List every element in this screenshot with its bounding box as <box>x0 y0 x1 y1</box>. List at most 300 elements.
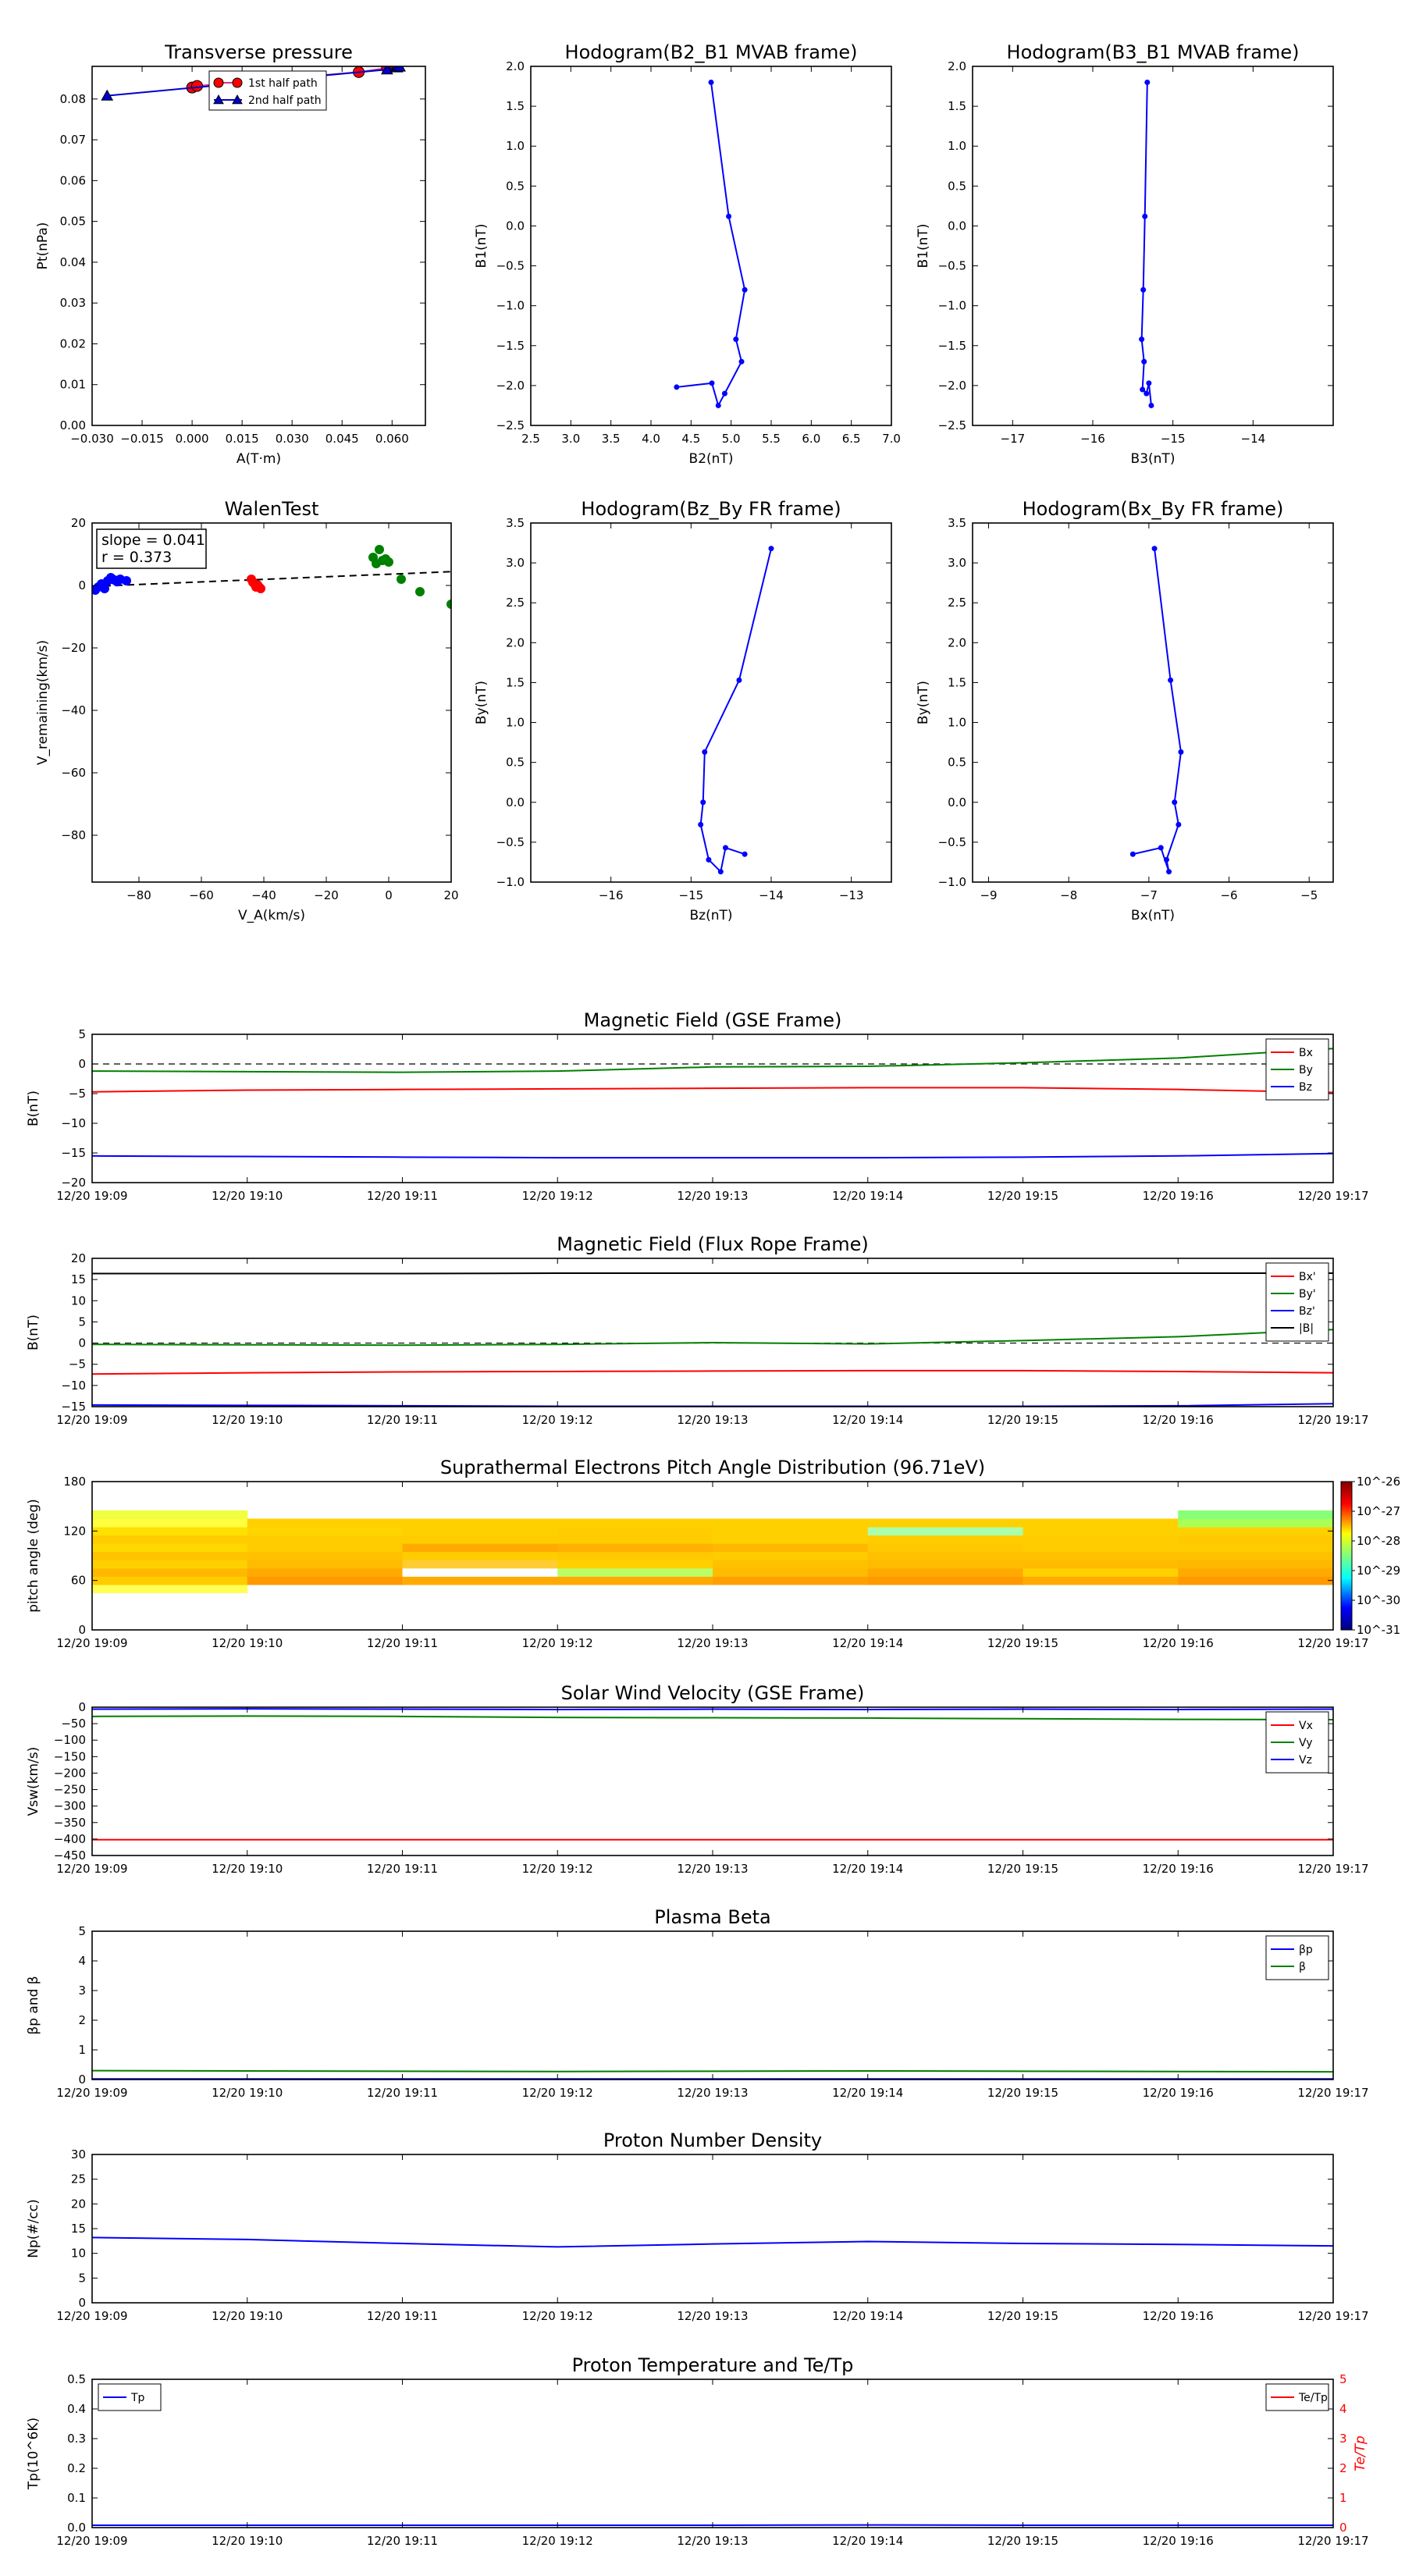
x-tick-label: 12/20 19:10 <box>212 1189 283 1203</box>
y-tick-label: −0.5 <box>496 834 525 849</box>
x-axis-label: Bx(nT) <box>1130 908 1176 923</box>
colorbar-tick-label: 10^-28 <box>1357 1534 1401 1548</box>
heatmap-cell <box>1023 1543 1179 1552</box>
chart-title: Proton Temperature and Te/Tp <box>571 2354 854 2376</box>
x-tick-label: 12/20 19:09 <box>56 2534 128 2548</box>
y-tick-label: 0.05 <box>59 214 86 229</box>
y-tick-label: 0 <box>78 1623 86 1637</box>
series-line-0 <box>92 2237 1333 2247</box>
y-tick-label: −150 <box>53 1749 86 1764</box>
y-tick-label: 180 <box>63 1475 86 1489</box>
x-tick-label: 5.5 <box>762 432 781 446</box>
chart-title: Hodogram(Bz_By FR frame) <box>581 498 841 520</box>
plot-area <box>1130 546 1184 874</box>
legend-label: Vy <box>1299 1737 1313 1749</box>
heatmap-cell <box>713 1535 868 1544</box>
heatmap-cell <box>713 1543 868 1552</box>
y-tick-label: −5 <box>68 1357 86 1372</box>
chart-walen <box>35 498 459 923</box>
data-point <box>1140 387 1145 393</box>
plot-area <box>1139 80 1154 408</box>
heatmap-cell <box>92 1527 247 1535</box>
y-tick-label: −400 <box>53 1831 86 1846</box>
heatmap-cell <box>1178 1576 1333 1585</box>
y-tick-label: 3.5 <box>506 516 525 530</box>
data-point <box>1172 799 1177 805</box>
x-tick-label: −14 <box>759 888 784 902</box>
data-point <box>1152 546 1158 551</box>
chart-title: Solar Wind Velocity (GSE Frame) <box>560 1682 865 1704</box>
series-line-0 <box>1142 82 1151 405</box>
legend-marker <box>214 78 223 87</box>
y-tick-label: 2.5 <box>506 596 525 610</box>
y-tick-label: 1.0 <box>506 139 525 154</box>
chart-hodo_bxby <box>916 498 1333 923</box>
heatmap-cell <box>403 1527 558 1535</box>
legend-label: Bz <box>1299 1081 1312 1094</box>
series-line-1 <box>92 1048 1333 1072</box>
x-tick-label: −14 <box>1240 432 1266 446</box>
y-tick-label: 30 <box>70 2147 86 2161</box>
y-tick-label: −2.0 <box>496 378 525 393</box>
y-axis-label: B(nT) <box>26 1314 41 1351</box>
x-tick-label: −17 <box>1000 432 1026 446</box>
x-tick-label: −20 <box>314 888 339 902</box>
x-tick-label: 3.5 <box>601 432 621 446</box>
x-tick-label: 12/20 19:11 <box>366 2309 439 2323</box>
x-tick-label: −13 <box>838 888 864 902</box>
heatmap-cell <box>92 1519 247 1528</box>
legend <box>1266 1039 1329 1100</box>
legend-label: βp <box>1299 1944 1313 1956</box>
axes-frame <box>531 523 891 882</box>
y-tick-label: −0.5 <box>937 834 966 849</box>
data-point <box>375 545 384 554</box>
y-tick-label: 20 <box>70 1251 86 1265</box>
y-tick-label: 2.0 <box>506 635 525 650</box>
x-tick-label: 12/20 19:13 <box>677 2309 749 2323</box>
chart-title: Magnetic Field (GSE Frame) <box>583 1009 842 1031</box>
axes-frame <box>92 1931 1333 2080</box>
y-tick-label: −50 <box>61 1717 86 1731</box>
y-tick-label: 1.0 <box>506 715 525 730</box>
x-tick-label: 12/20 19:11 <box>366 2534 439 2548</box>
y-tick-label: −350 <box>53 1815 86 1830</box>
axes-frame <box>92 2154 1333 2303</box>
axes-frame <box>92 1034 1333 1183</box>
heatmap-cell <box>247 1576 403 1585</box>
x-tick-label: 12/20 19:13 <box>677 1189 749 1203</box>
y-tick-label: −10 <box>61 1378 86 1393</box>
x-tick-label: 12/20 19:17 <box>1297 1413 1369 1427</box>
y-tick-label: 0 <box>78 1700 86 1714</box>
y-tick-label: 0.03 <box>59 296 86 311</box>
y-tick-label: 0.0 <box>948 219 966 233</box>
heatmap-cell <box>713 1568 868 1577</box>
x-tick-label: 0.000 <box>175 432 209 446</box>
x-tick-label: 12/20 19:13 <box>677 2086 749 2100</box>
x-tick-label: 2.5 <box>521 432 540 446</box>
heatmap-cell <box>92 1510 247 1519</box>
x-tick-label: 7.0 <box>882 432 901 446</box>
x-tick-label: 12/20 19:12 <box>521 2534 593 2548</box>
x-tick-label: −40 <box>251 888 276 902</box>
heatmap-cell <box>92 1560 247 1568</box>
data-point <box>769 546 774 551</box>
data-point <box>702 749 707 755</box>
x-tick-label: 12/20 19:17 <box>1297 1862 1369 1876</box>
y-tick-label: −200 <box>53 1766 86 1781</box>
x-tick-label: −8 <box>1060 888 1078 902</box>
heatmap-cell <box>868 1543 1023 1552</box>
heatmap-cell <box>403 1560 558 1568</box>
x-tick-label: 0.030 <box>275 432 309 446</box>
heatmap-cell <box>403 1568 558 1577</box>
data-point <box>716 403 721 408</box>
legend-marker <box>233 78 242 87</box>
y-axis-label-right: Te/Tp <box>1353 2435 1368 2471</box>
x-axis-label: Bz(nT) <box>689 908 733 923</box>
x-tick-label: 12/20 19:16 <box>1142 1636 1214 1650</box>
x-tick-label: 12/20 19:11 <box>366 1413 439 1427</box>
axes-frame <box>92 1258 1333 1407</box>
heatmap-cell <box>403 1535 558 1544</box>
legend <box>98 2384 161 2411</box>
y-tick-label: 0.3 <box>67 2432 86 2446</box>
x-tick-label: 12/20 19:16 <box>1142 2534 1214 2548</box>
data-point <box>733 336 738 342</box>
x-tick-label: 12/20 19:17 <box>1297 1636 1369 1650</box>
data-point <box>1142 214 1147 219</box>
y-tick-label: 0 <box>78 1057 86 1071</box>
y-axis-label: pitch angle (deg) <box>26 1499 41 1613</box>
series-line-1 <box>92 2071 1333 2073</box>
y-tick-label: 0.5 <box>506 179 525 194</box>
x-tick-label: 12/20 19:10 <box>212 2309 283 2323</box>
legend-label: β <box>1299 1961 1306 1973</box>
y-tick-label: −15 <box>61 1400 86 1414</box>
y-tick-label: 0.01 <box>59 377 86 392</box>
heatmap-cell <box>247 1560 403 1568</box>
x-tick-label: 0 <box>385 888 393 902</box>
x-tick-label: −7 <box>1140 888 1158 902</box>
x-tick-label: 12/20 19:17 <box>1297 2309 1369 2323</box>
x-tick-label: 12/20 19:17 <box>1297 2086 1369 2100</box>
legend-label: Te/Tp <box>1299 2392 1328 2404</box>
y-tick-label: 2 <box>78 2013 86 2027</box>
x-tick-label: 0.015 <box>225 432 259 446</box>
y-tick-label: −15 <box>61 1146 86 1160</box>
x-tick-label: 12/20 19:17 <box>1297 2534 1369 2548</box>
chart-pt <box>35 41 425 467</box>
heatmap-cell <box>868 1519 1023 1528</box>
y-tick-label: 0.5 <box>948 755 966 770</box>
heatmap-cell <box>1178 1568 1333 1577</box>
heatmap-cell <box>713 1527 868 1535</box>
heatmap-cell <box>247 1519 403 1528</box>
y-tick-label: 1.5 <box>506 99 525 114</box>
x-tick-label: 12/20 19:15 <box>987 1189 1059 1203</box>
y-tick-label: −300 <box>53 1799 86 1813</box>
axes-frame <box>973 523 1333 882</box>
x-tick-label: −0.015 <box>120 432 164 446</box>
x-tick-label: 12/20 19:12 <box>521 1189 593 1203</box>
annotation <box>97 529 206 568</box>
heatmap-cell <box>557 1543 713 1552</box>
colorbar-tick-label: 10^-26 <box>1357 1475 1401 1489</box>
y-tick-label: 10 <box>70 2246 86 2261</box>
y-tick-label: 20 <box>70 516 86 530</box>
heatmap-cell <box>1178 1560 1333 1568</box>
legend-label: Bx' <box>1299 1271 1316 1283</box>
heatmap-cell <box>92 1543 247 1552</box>
chart-title: Hodogram(B3_B1 MVAB frame) <box>1006 41 1300 63</box>
heatmap-cell <box>557 1519 713 1528</box>
data-point <box>723 845 728 851</box>
x-tick-label: 12/20 19:10 <box>212 2534 283 2548</box>
x-axis-label: A(T·m) <box>236 451 282 467</box>
y-tick-label: −2.5 <box>937 418 966 432</box>
y-tick-label: 3.0 <box>948 556 966 571</box>
data-point <box>709 80 714 85</box>
y-tick-label: 10 <box>70 1293 86 1308</box>
x-tick-label: 12/20 19:09 <box>56 1189 128 1203</box>
legend <box>209 71 326 110</box>
x-tick-label: 12/20 19:15 <box>987 1413 1059 1427</box>
x-tick-label: −5 <box>1300 888 1318 902</box>
data-point <box>706 857 711 863</box>
heatmap-cell <box>92 1568 247 1577</box>
colorbar-tick-label: 10^-31 <box>1357 1623 1401 1637</box>
data-point <box>700 799 706 805</box>
heatmap-cell <box>247 1568 403 1577</box>
chart-hodo_b3b1 <box>916 41 1333 467</box>
y-tick-label: −10 <box>61 1116 86 1130</box>
colorbar-tick-label: 10^-30 <box>1357 1593 1401 1607</box>
y-tick-label: 0.0 <box>948 795 966 809</box>
y-tick-label: 15 <box>70 1272 86 1287</box>
y-axis-label: Tp(10^6K) <box>26 2417 41 2490</box>
x-tick-label: 4.0 <box>642 432 660 446</box>
x-tick-label: 0.060 <box>375 432 409 446</box>
y-tick-label: 0.08 <box>59 91 86 106</box>
chart-beta <box>26 1906 1369 2100</box>
y-tick-label-right: 0 <box>1339 2521 1347 2535</box>
y-tick-label: −1.5 <box>937 338 966 353</box>
x-tick-label: 12/20 19:15 <box>987 2534 1059 2548</box>
y-tick-label: 1.5 <box>948 675 966 690</box>
y-axis-label: Np(#/cc) <box>26 2199 41 2258</box>
heatmap-cell <box>868 1535 1023 1544</box>
x-axis-label: B2(nT) <box>688 451 734 467</box>
data-point <box>1130 852 1136 857</box>
legend-label: |B| <box>1299 1322 1314 1335</box>
y-axis-label: Vsw(km/s) <box>26 1746 41 1816</box>
y-tick-label: 2.5 <box>948 596 966 610</box>
chart-hodo_b2b1 <box>474 41 901 467</box>
heatmap-cell <box>92 1576 247 1585</box>
x-tick-label: 5.0 <box>721 432 741 446</box>
data-point <box>1148 403 1154 408</box>
chart-title: WalenTest <box>224 498 319 520</box>
x-tick-label: 12/20 19:09 <box>56 2086 128 2100</box>
x-tick-label: 12/20 19:15 <box>987 1862 1059 1876</box>
y-tick-label: −2.0 <box>937 378 966 393</box>
x-tick-label: 6.0 <box>802 432 821 446</box>
x-tick-label: 12/20 19:13 <box>677 1413 749 1427</box>
data-point <box>122 576 131 585</box>
y-tick-label: −20 <box>61 641 86 655</box>
heatmap-cell <box>92 1585 247 1593</box>
x-tick-label: −80 <box>126 888 151 902</box>
y-tick-label: 5 <box>78 1315 86 1329</box>
legend-label: Bz' <box>1299 1305 1315 1318</box>
data-point <box>1146 380 1151 386</box>
y-tick-label: −20 <box>61 1176 86 1190</box>
data-point <box>742 287 748 293</box>
series-line-1 <box>92 1716 1333 1720</box>
x-tick-label: −9 <box>980 888 998 902</box>
y-tick-label: −1.0 <box>937 875 966 889</box>
chart-pad <box>26 1457 1400 1650</box>
y-tick-label: 20 <box>70 2197 86 2211</box>
heatmap-cell <box>1023 1568 1179 1577</box>
y-tick-label: 5 <box>78 2271 86 2286</box>
y-tick-label: −1.0 <box>496 875 525 889</box>
x-tick-label: 12/20 19:16 <box>1142 1862 1214 1876</box>
heatmap-cell <box>1023 1527 1179 1535</box>
y-tick-label: 0.5 <box>948 179 966 194</box>
legend-label: By <box>1299 1064 1313 1076</box>
y-tick-label: −100 <box>53 1733 86 1748</box>
legend <box>1266 2384 1329 2411</box>
heatmap-cell <box>868 1560 1023 1568</box>
chart-title: Magnetic Field (Flux Rope Frame) <box>557 1233 869 1255</box>
chart-np <box>26 2129 1369 2323</box>
heatmap-cell <box>247 1543 403 1552</box>
y-tick-label: 0.02 <box>59 336 86 351</box>
y-tick-label: 25 <box>70 2172 86 2186</box>
data-point <box>1144 80 1150 85</box>
x-tick-label: 12/20 19:09 <box>56 1413 128 1427</box>
axes-frame <box>92 66 425 425</box>
data-point <box>1168 678 1173 683</box>
x-tick-label: 12/20 19:09 <box>56 1636 128 1650</box>
x-tick-label: 12/20 19:14 <box>832 1413 904 1427</box>
series-line-0 <box>1133 549 1181 872</box>
heatmap-cell <box>557 1560 713 1568</box>
annotation-text: r = 0.373 <box>101 549 173 566</box>
y-tick-label: −1.5 <box>496 338 525 353</box>
data-point <box>384 557 393 567</box>
chart-title: Hodogram(B2_B1 MVAB frame) <box>564 41 858 63</box>
x-tick-label: −60 <box>189 888 214 902</box>
chart-vsw <box>26 1682 1369 1876</box>
heatmap-cell <box>1178 1535 1333 1544</box>
heatmap-cell <box>247 1535 403 1544</box>
heatmap-cell <box>1023 1535 1179 1544</box>
x-tick-label: −16 <box>1080 432 1105 446</box>
heatmap-cell <box>247 1527 403 1535</box>
plot-area <box>698 546 774 874</box>
y-axis-label: B(nT) <box>26 1090 41 1127</box>
y-tick-label-right: 3 <box>1339 2432 1347 2446</box>
data-point <box>710 380 715 386</box>
x-tick-label: 12/20 19:12 <box>521 1636 593 1650</box>
y-tick-label: −0.5 <box>496 258 525 273</box>
heatmap-cell <box>868 1552 1023 1560</box>
y-tick-label: 1.5 <box>948 99 966 114</box>
data-point <box>742 852 748 857</box>
heatmap-cell <box>713 1519 868 1528</box>
y-tick-label: 60 <box>70 1573 86 1588</box>
heatmap-cell <box>557 1552 713 1560</box>
heatmap-cell <box>1178 1527 1333 1535</box>
y-tick-label: 120 <box>63 1524 86 1539</box>
heatmap-cell <box>1023 1519 1179 1528</box>
x-tick-label: 12/20 19:13 <box>677 2534 749 2548</box>
series-line-0 <box>677 82 745 405</box>
chart-title: Hodogram(Bx_By FR frame) <box>1022 498 1284 520</box>
x-tick-label: 12/20 19:15 <box>987 2086 1059 2100</box>
colorbar <box>1341 1482 1352 1630</box>
x-tick-label: 12/20 19:14 <box>832 1636 904 1650</box>
x-tick-label: 12/20 19:12 <box>521 1413 593 1427</box>
y-tick-label: 0.2 <box>67 2461 86 2475</box>
y-tick-label: 0 <box>78 1336 86 1350</box>
legend-label: 2nd half path <box>248 94 322 107</box>
data-point <box>674 384 679 390</box>
y-axis-label: By(nT) <box>474 680 489 725</box>
x-tick-label: 4.5 <box>681 432 701 446</box>
legend-label: Vz <box>1299 1754 1312 1767</box>
y-tick-label: 3.0 <box>506 556 525 571</box>
y-tick-label: 3.5 <box>948 516 966 530</box>
axes-frame <box>531 66 891 425</box>
data-point <box>1176 822 1181 827</box>
y-tick-label: 0 <box>78 2073 86 2087</box>
y-tick-label: −450 <box>53 1848 86 1863</box>
heatmap-cell <box>1178 1543 1333 1552</box>
y-tick-label: 0.1 <box>67 2491 86 2505</box>
heatmap-cell <box>557 1527 713 1535</box>
y-tick-label: −1.0 <box>937 298 966 313</box>
heatmap-cell <box>92 1535 247 1544</box>
x-axis-label: B3(nT) <box>1130 451 1176 467</box>
x-tick-label: −16 <box>598 888 624 902</box>
legend-label: Tp <box>131 2392 145 2404</box>
heatmap-cell <box>403 1552 558 1560</box>
legend-label: Vx <box>1299 1720 1313 1732</box>
y-tick-label-right: 1 <box>1339 2491 1347 2505</box>
x-tick-label: 0.045 <box>325 432 359 446</box>
legend-label: 1st half path <box>248 77 318 90</box>
data-point <box>1164 857 1169 863</box>
x-tick-label: 12/20 19:12 <box>521 2309 593 2323</box>
data-point <box>415 587 425 596</box>
legend <box>1266 1263 1329 1341</box>
x-tick-label: 12/20 19:13 <box>677 1862 749 1876</box>
heatmap-cell <box>403 1576 558 1585</box>
y-tick-label: 0.04 <box>59 254 86 269</box>
x-tick-label: 12/20 19:14 <box>832 2086 904 2100</box>
legend <box>1266 1936 1329 1980</box>
x-tick-label: 12/20 19:09 <box>56 2309 128 2323</box>
y-tick-label: −1.0 <box>496 298 525 313</box>
x-tick-label: 12/20 19:10 <box>212 1862 283 1876</box>
heatmap-cell <box>557 1568 713 1577</box>
chart-hodo_bzby <box>474 498 891 923</box>
